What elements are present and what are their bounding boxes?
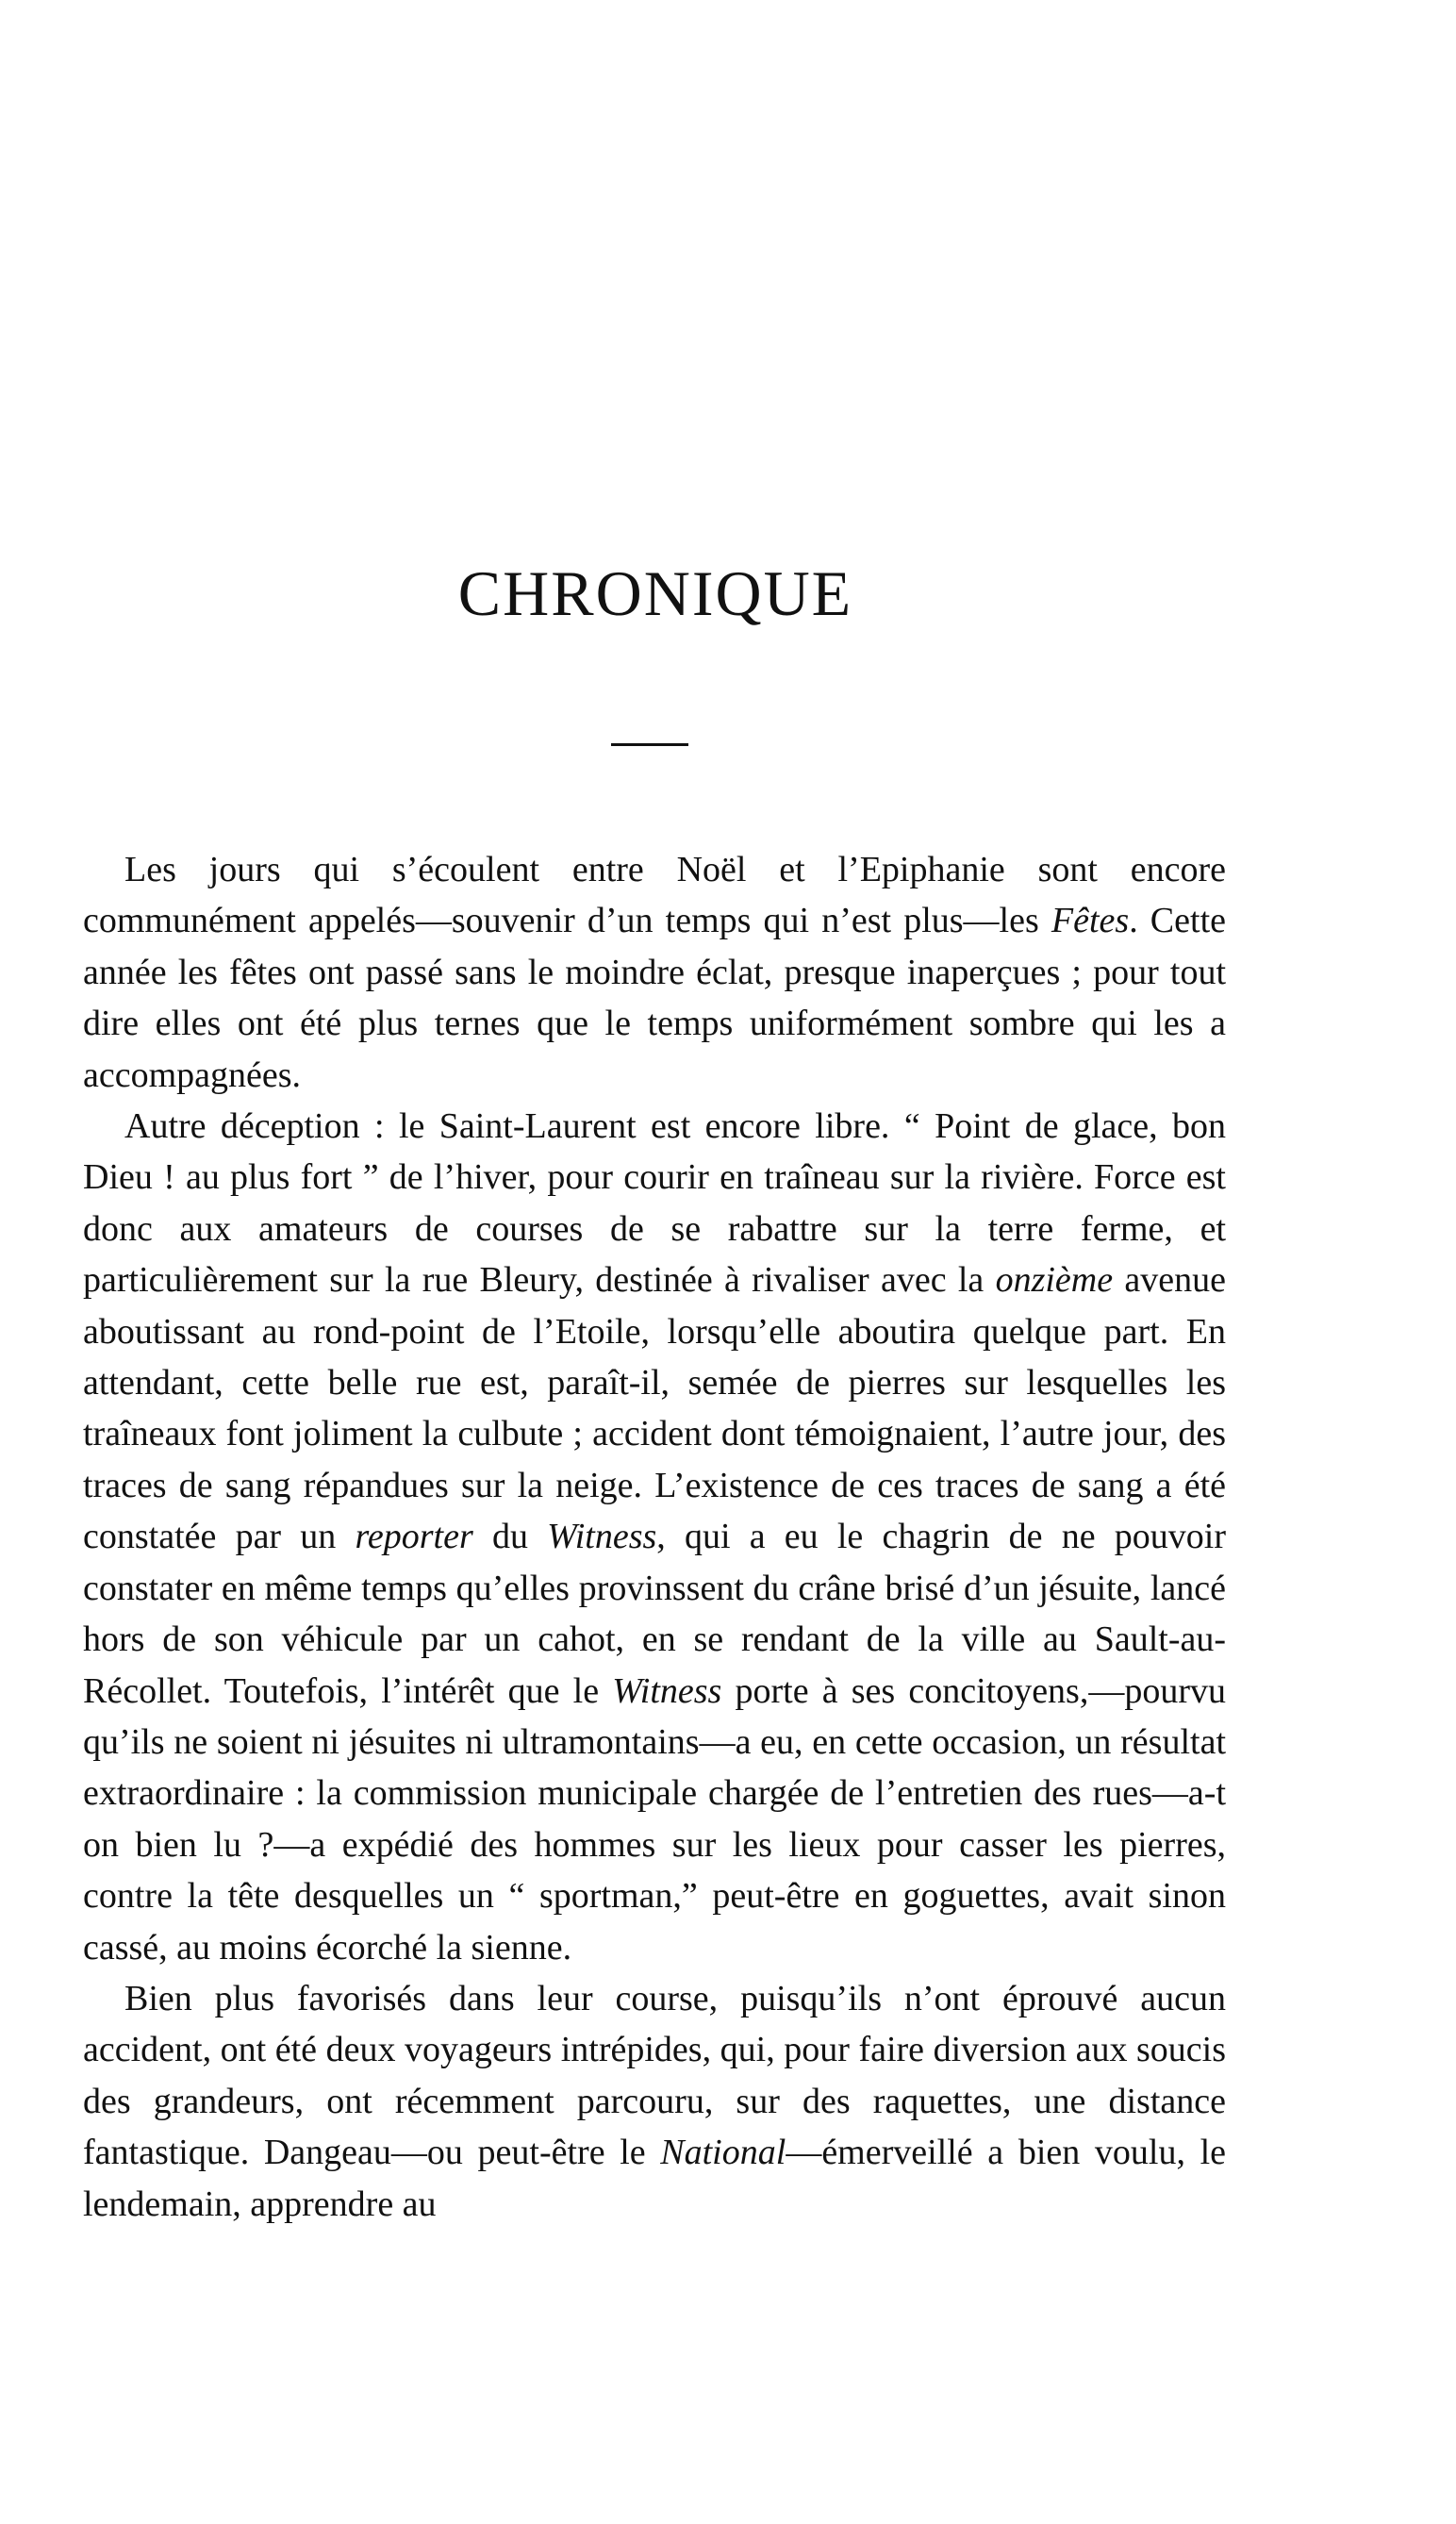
text-run: —émerveillé a bien voulu, le lendemain, apprendre au [83, 2133, 1227, 2224]
body-text [83, 844, 1226, 2230]
text-run: Les jours qui s’écoulent entre Noël et l’Epiphanie sont encore communément appelés—souvenir d’un temps qui n’est plus—les [83, 850, 1226, 941]
paragraph [83, 1101, 1226, 1973]
paragraph [83, 1973, 1226, 2230]
text-run: du [472, 1517, 548, 1557]
page-title: CHRONIQUE [457, 557, 853, 629]
text-run: , qui a eu le chagrin de ne pouvoir constater en même temps qu’elles provinssent du crâne brisé d’un jésuite, lancé hors de son véhicule par un cahot, en se rendant de la ville au Sault-au-Récollet. Toutefois, l’intérêt que le [83, 1517, 1226, 1711]
paragraph [83, 844, 1226, 1101]
text-run: porte à ses concitoyens,—pourvu qu’ils ne soient ni jésuites ni ultramontains—a eu, en cette occasion, un résultat extraordinaire : la commission municipale chargée de l’entretien des rues—a-t on bien lu ?—a expédié des hommes sur les lieux pour casser les pierres, contre la tête desquelles un “ sportman,” peut-être en goguettes, avait sinon cassé, au moins écorché la sienne. [83, 1670, 1226, 1968]
text-run: Autre déception : le Saint-Laurent est encore libre. “ Point de glace, bon Dieu ! au plus fort ” de l’hiver, pour courir en traîneau sur la rivière. Force est donc aux amateurs de courses de se rabattre sur la terre ferme, et particulièrement sur la rue Bleury, destinée à rivaliser avec la [83, 1106, 1226, 1301]
italic-run: Witness [547, 1517, 657, 1557]
title-rule [611, 743, 688, 746]
text-run: . Cette année les fêtes ont passé sans le moindre éclat, presque inaperçues ; pour tout dire elles ont été plus ternes que le temps uniformément sombre qui les a accompagnées. [83, 901, 1226, 1095]
text-run: avenue aboutissant au rond-point de l’Etoile, lorsqu’elle aboutira quelque part. En attendant, cette belle rue est, paraît-il, semée de pierres sur lesquelles les traîneaux font joliment la culbute ; accident dont témoignaient, l’autre jour, des traces de sang répandues sur la neige. L’existence de ces traces de sang a été constatée par un [83, 1260, 1226, 1557]
italic-run: National [660, 2133, 786, 2173]
italic-run: Witness [612, 1670, 722, 1711]
italic-run: reporter [355, 1517, 473, 1557]
italic-run: onzième [995, 1260, 1114, 1301]
italic-run: Fêtes [1051, 901, 1130, 941]
text-run: Bien plus favorisés dans leur course, puisqu’ils n’ont éprouvé aucun accident, ont été deux voyageurs intrépides, qui, pour faire diversion aux soucis des grandeurs, ont récemment parcouru, sur des raquettes, une distance fantastique. Dangeau—ou peut-être le [83, 1978, 1226, 2173]
